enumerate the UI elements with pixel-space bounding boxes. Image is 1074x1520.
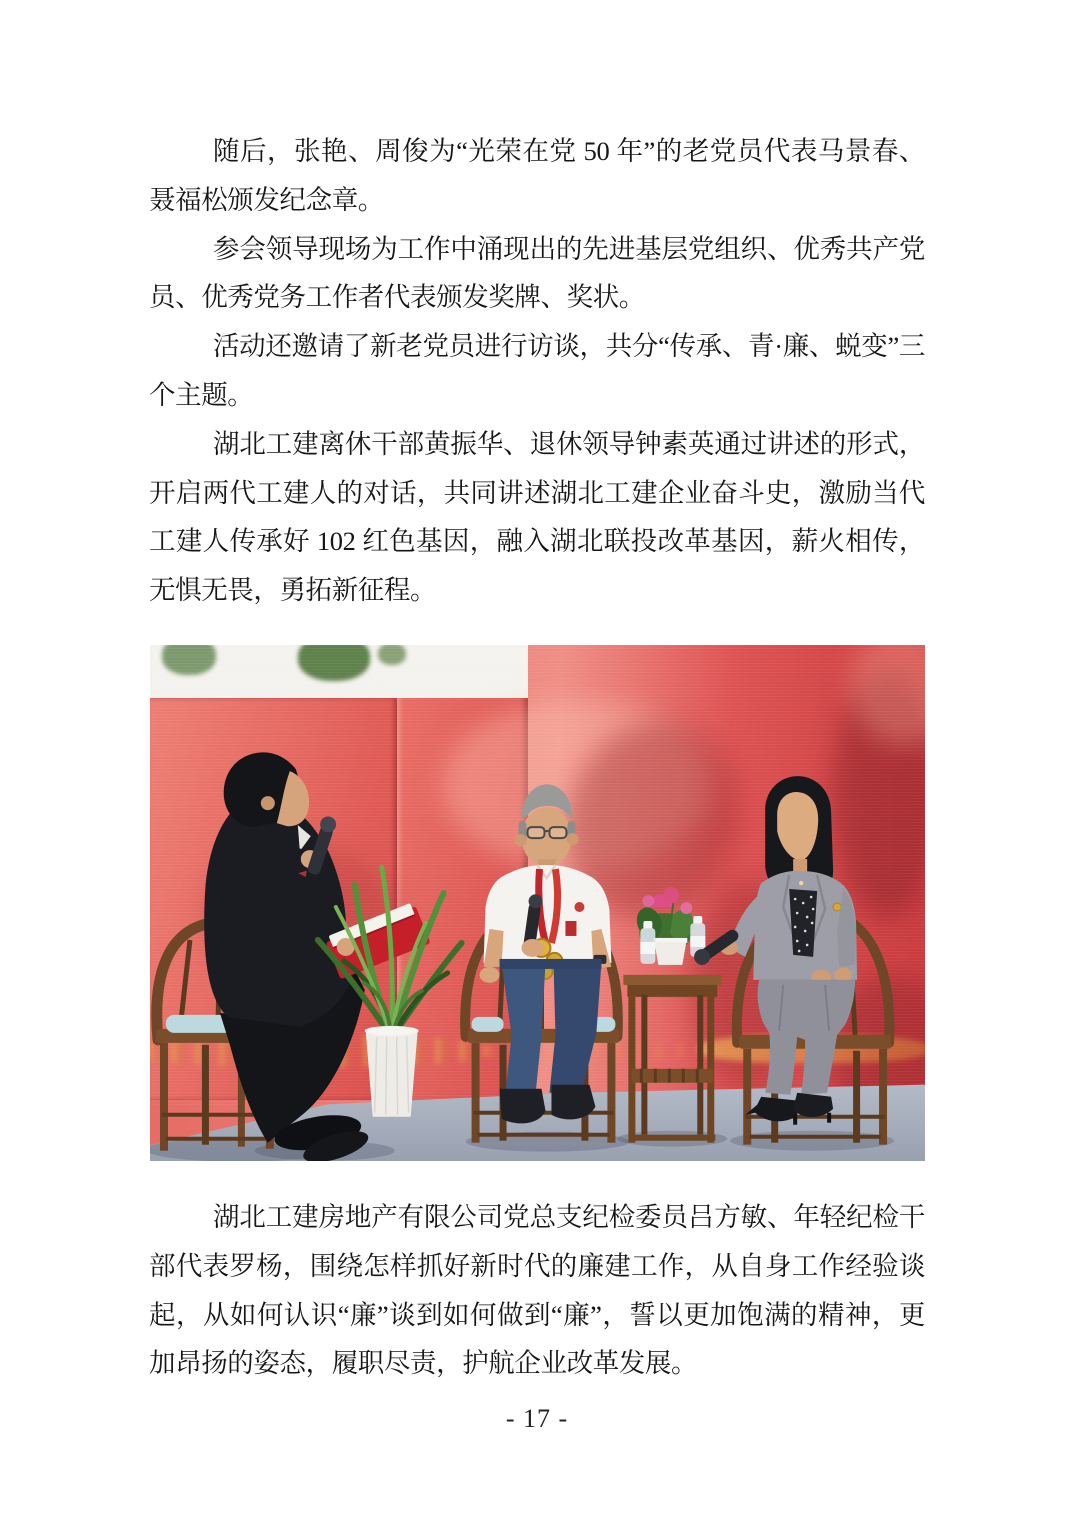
plant-vase (365, 1026, 419, 1117)
paragraph-3: 活动还邀请了新老党员进行访谈，共分“传承、青·廉、蜕变”三个主题。 (149, 331, 925, 410)
body-text-lower (149, 1193, 925, 1388)
woman-figure (691, 776, 857, 1125)
elder-figure (480, 784, 612, 1123)
event-photo (150, 645, 925, 1161)
paragraph-1: 随后，张艳、周俊为“光荣在党 50 年”的老党员代表马景春、聂福松颁发纪念章。 (149, 136, 925, 215)
page-number: - 17 - (505, 1404, 569, 1433)
paragraph-5: 湖北工建房地产有限公司党总支纪检委员吕方敏、年轻纪检干部代表罗杨，围绕怎样抓好新时代的廉建工作，从自身工作经验谈起，从如何认识“廉”谈到如何做到“廉”，誓以更加饱满的精神，更加昂扬的姿态，履职尽责，护航企业改革发展。 (149, 1202, 925, 1379)
side-table (623, 887, 721, 1143)
body-text-upper (149, 127, 925, 615)
paragraph-4: 湖北工建离休干部黄振华、退休领导钟素英通过讲述的形式，开启两代工建人的对话，共同讲述湖北工建企业奋斗史，激励当代工建人传承好 102 红色基因，融入湖北联投改革基因，薪火相传，无惧无畏，勇拓新征程。 (149, 428, 925, 606)
stage-scene (150, 645, 925, 1161)
paragraph-2: 参会领导现场为工作中涌现出的先进基层党组织、优秀共产党员、优秀党务工作者代表颁发奖牌、奖状。 (149, 233, 925, 313)
